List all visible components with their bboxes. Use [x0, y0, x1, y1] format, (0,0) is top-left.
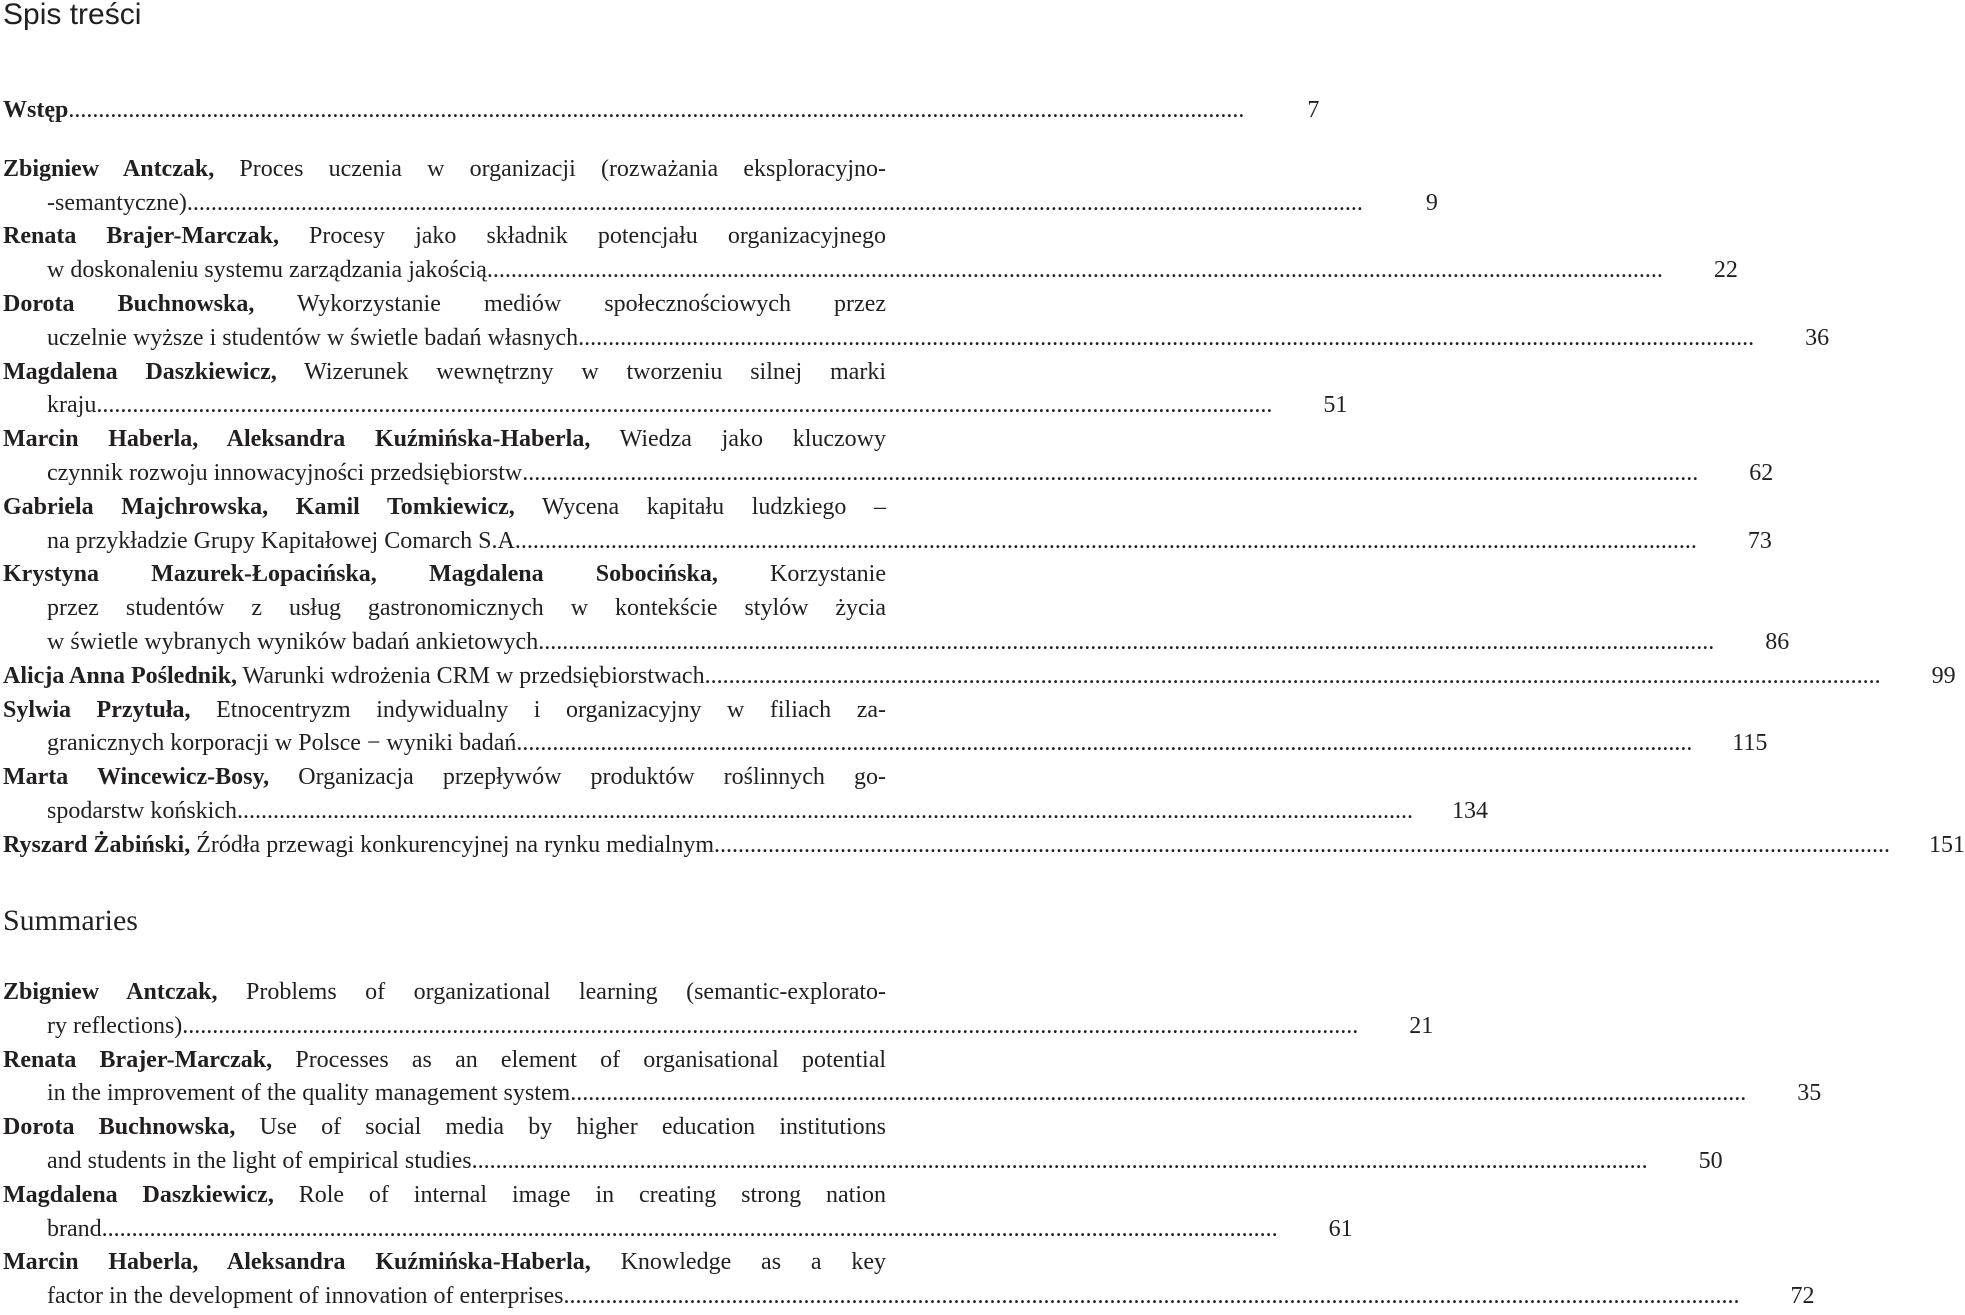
toc-entry-line — [3, 457, 1774, 491]
toc-leader-dots — [96, 389, 1272, 423]
toc-entry-title: factor in the development of innovation of enterprises — [47, 1283, 564, 1310]
toc-entry-page-wrap — [1740, 1280, 1815, 1314]
toc-entry-page-wrap — [1663, 254, 1738, 288]
toc-leader-dots — [187, 187, 1363, 221]
toc-entry-text — [47, 1213, 102, 1247]
toc-leader-dots — [705, 660, 1881, 694]
toc-leader-dots — [578, 322, 1754, 356]
toc-leader-dots — [237, 795, 1413, 829]
toc-entry-text — [47, 626, 538, 660]
toc-entry-line — [3, 1044, 886, 1078]
toc-entry-line — [3, 525, 1772, 559]
toc-entry-page-wrap — [1272, 389, 1347, 423]
toc-entry-page-number: 151 — [1929, 831, 1965, 858]
toc-entry-page-wrap — [1697, 525, 1772, 559]
toc-entry-page-number: 36 — [1805, 324, 1830, 351]
toc-entry-title: in the improvement of the quality management system — [47, 1080, 571, 1107]
toc-entry-text — [47, 389, 96, 423]
toc-entry-page-wrap — [1754, 322, 1829, 356]
toc-entry-page-wrap — [1890, 829, 1965, 863]
toc-entry-author: Alicja Anna Poślednik, — [3, 662, 238, 689]
toc-entry-page-number: 22 — [1713, 257, 1738, 284]
toc-entry-line — [3, 94, 1320, 128]
toc-entry — [3, 761, 1488, 829]
toc-entry-text — [47, 525, 521, 559]
toc-entry-line — [3, 727, 1768, 761]
toc-entry-line — [3, 1213, 1353, 1247]
toc-heading: Spis treści — [3, 0, 142, 31]
toc-leader-dots — [522, 457, 1698, 491]
toc-entry-line — [3, 423, 886, 457]
toc-entry-line — [3, 976, 886, 1010]
toc-entry-author: Krystyna Mazurek-Łopacińska, Magdalena Sobocińska, — [3, 561, 718, 588]
toc-entry-text — [47, 795, 237, 829]
toc-entry-page-wrap — [1648, 1145, 1723, 1179]
toc-entry-author: Marta Wincewicz-Bosy, — [3, 764, 270, 791]
toc-entry — [3, 829, 1965, 863]
toc-entry-page-number: 72 — [1790, 1283, 1815, 1310]
toc-entry-title: Etnocentryzm indywidualny i organizacyjny w filiach za- — [216, 696, 887, 723]
toc-entry-author: Marcin Haberla, Aleksandra Kuźmińska-Haberla, — [3, 1249, 591, 1276]
toc-entry-line — [3, 592, 886, 626]
toc-entry-page-wrap — [1244, 94, 1319, 128]
toc-entry-title: w doskonaleniu systemu zarządzania jakością — [47, 257, 487, 284]
toc-entry-text — [47, 1280, 564, 1314]
toc-entry-line — [3, 795, 1488, 829]
toc-entry-text — [47, 1010, 182, 1044]
toc-entry-author: Sylwia Przytuła, — [3, 696, 191, 723]
toc-entry — [3, 288, 1830, 356]
toc-entry-line — [3, 153, 886, 187]
toc-entry-author: Marcin Haberla, Aleksandra Kuźmińska-Haberla, — [3, 426, 591, 453]
toc-entry — [3, 1179, 1353, 1247]
toc-entry-title: na przykładzie Grupy Kapitałowej Comarch S.A. — [47, 527, 521, 554]
toc-entry-author: Ryszard Żabiński, — [3, 831, 191, 858]
toc-entry-line — [3, 626, 1790, 660]
toc-entry-line — [3, 558, 886, 592]
toc-entry-page-wrap — [1881, 660, 1956, 694]
toc-entry-title: Źródła przewagi konkurencyjnej na rynku medialnym — [196, 831, 715, 858]
toc-entry — [3, 491, 1772, 559]
toc-entry-author: Zbigniew Antczak, — [3, 155, 215, 182]
toc-entry-title: Problems of organizational learning (semantic-explorato- — [246, 979, 887, 1005]
toc-entry-line — [3, 660, 1956, 694]
toc-entry-line — [3, 1280, 1815, 1314]
toc-entry-line — [3, 322, 1830, 356]
toc-entry-line — [3, 1145, 1723, 1179]
toc-entry — [3, 694, 1768, 762]
toc-summaries-list — [3, 976, 1822, 1314]
toc-entry-page-number: 35 — [1797, 1080, 1822, 1107]
toc-entry-title: w świetle wybranych wyników badań ankietowych — [47, 628, 539, 655]
toc-entry — [3, 558, 1790, 659]
toc-entry-line — [3, 1246, 886, 1280]
toc-entry-author: Renata Brajer-Marczak, — [3, 223, 279, 250]
toc-contents-list — [3, 94, 1965, 863]
toc-entry-title: Wstęp — [3, 97, 69, 123]
toc-entry-line — [3, 694, 886, 728]
toc-entry-page-wrap — [1692, 727, 1767, 761]
toc-entry-title: Organizacja przepływów produktów roślinnych go- — [298, 764, 887, 791]
toc-entry-title: Procesy jako składnik potencjału organizacyjnego — [309, 223, 887, 250]
toc-leader-dots — [102, 1213, 1278, 1247]
toc-entry-title: kraju — [47, 392, 97, 419]
toc-entry-page-wrap — [1714, 626, 1789, 660]
summaries-heading: Summaries — [3, 904, 138, 937]
toc-leader-dots — [521, 525, 1697, 559]
toc-entry-title: brand — [47, 1215, 102, 1242]
toc-entry-line — [3, 187, 1438, 221]
toc-entry — [3, 1044, 1822, 1112]
toc-entry-title: uczelnie wyższe i studentów w świetle badań własnych — [47, 324, 579, 351]
toc-entry-title: Korzystanie — [770, 561, 886, 588]
toc-entry-title: Knowledge as a key — [620, 1249, 887, 1276]
toc-entry-page-number: 134 — [1451, 797, 1488, 824]
toc-entry-page-number: 50 — [1698, 1147, 1723, 1174]
toc-entry-title: granicznych korporacji w Polsce − wyniki badań — [47, 730, 517, 757]
toc-entry-page-number: 86 — [1765, 628, 1790, 655]
toc-entry-author: Magdalena Daszkiewicz, — [3, 358, 277, 385]
toc-entry-text — [47, 727, 516, 761]
toc-entry-title: Wykorzystanie mediów społecznościowych przez — [297, 290, 886, 317]
toc-entry-author: Dorota Buchnowska, — [3, 1114, 236, 1141]
toc-entry-title: Processes as an element of organisational potential — [295, 1046, 887, 1073]
toc-entry — [3, 94, 1320, 128]
toc-entry-line — [3, 288, 886, 322]
toc-entry-page-wrap — [1746, 1077, 1821, 1111]
toc-entry-text — [3, 829, 714, 863]
toc-entry-author: Zbigniew Antczak, — [3, 979, 218, 1005]
toc-entry-line — [3, 1111, 886, 1145]
toc-entry-page-wrap — [1698, 457, 1773, 491]
toc-entry — [3, 423, 1774, 491]
toc-entry-text — [47, 1145, 472, 1179]
toc-entry-author: Dorota Buchnowska, — [3, 290, 255, 317]
toc-entry-author: Magdalena Daszkiewicz, — [3, 1181, 274, 1208]
toc-leader-dots — [472, 1145, 1648, 1179]
toc-entry-text — [47, 254, 487, 288]
toc-entry-page-wrap — [1278, 1213, 1353, 1247]
toc-entry-title: Role of internal image in creating strong nation — [298, 1181, 887, 1208]
toc-leader-dots — [182, 1010, 1358, 1044]
toc-entry-title: Use of social media by higher education institutions — [259, 1114, 887, 1141]
toc-entry — [3, 1111, 1723, 1179]
toc-entry-page-number: 62 — [1749, 459, 1774, 486]
toc-leader-dots — [564, 1280, 1740, 1314]
toc-entry-line — [3, 829, 1965, 863]
toc-entry — [3, 1246, 1815, 1314]
toc-entry-text — [47, 322, 578, 356]
toc-entry-title: Proces uczenia w organizacji (rozważania eksploracyjno- — [239, 155, 886, 182]
toc-entry-page-number: 99 — [1931, 662, 1956, 689]
toc-leader-dots — [570, 1077, 1746, 1111]
toc-leader-dots — [68, 94, 1244, 128]
toc-entry — [3, 356, 1348, 424]
toc-entry-page-number: 9 — [1425, 189, 1438, 216]
toc-entry-line — [3, 761, 886, 795]
toc-entry — [3, 976, 1434, 1044]
toc-entry-title: Wiedza jako kluczowy — [619, 426, 886, 453]
toc-entry-title: czynnik rozwoju innowacyjności przedsiębiorstw — [47, 459, 523, 486]
toc-entry-line — [3, 356, 886, 390]
toc-entry-page-wrap — [1413, 795, 1488, 829]
toc-entry-text — [47, 1077, 570, 1111]
toc-entry-title: Wycena kapitału ludzkiego – — [541, 493, 886, 520]
toc-entry-title: Wizerunek wewnętrzny w tworzeniu silnej marki — [304, 358, 886, 385]
toc-entry-page-number: 115 — [1732, 730, 1768, 757]
toc-leader-dots — [714, 829, 1890, 863]
toc-entry-line — [3, 1179, 886, 1213]
toc-entry-text — [47, 187, 187, 221]
toc-entry-page-number: 51 — [1323, 392, 1348, 419]
toc-entry-line — [3, 1010, 1434, 1044]
toc-entry-title: przez studentów z usług gastronomicznych w kontekście stylów życia — [47, 595, 886, 622]
toc-leader-dots — [516, 727, 1692, 761]
toc-entry — [3, 153, 1438, 221]
toc-entry-page-wrap — [1363, 187, 1438, 221]
toc-entry-text — [47, 457, 522, 491]
toc-entry-line — [3, 254, 1738, 288]
toc-entry-text — [3, 660, 705, 694]
toc-entry-title: spodarstw końskich — [47, 797, 237, 824]
toc-entry-line — [3, 491, 886, 525]
toc-entry-line — [3, 1077, 1822, 1111]
toc-leader-dots — [487, 254, 1663, 288]
toc-entry — [3, 220, 1738, 288]
toc-entry-page-number: 21 — [1409, 1012, 1434, 1039]
toc-entry-page-number: 73 — [1747, 527, 1772, 554]
toc-entry-title: ry reflections) — [47, 1012, 183, 1039]
toc-entry — [3, 660, 1956, 694]
toc-entry-author: Renata Brajer-Marczak, — [3, 1046, 273, 1073]
toc-entry-title: Warunki wdrożenia CRM w przedsiębiorstwach — [242, 662, 705, 689]
toc-entry-page-number: 7 — [1307, 97, 1320, 123]
toc-entry-title: and students in the light of empirical studies — [47, 1147, 472, 1174]
toc-entry-line — [3, 389, 1348, 423]
toc-entry-page-number: 61 — [1328, 1215, 1353, 1242]
toc-leader-dots — [538, 626, 1714, 660]
toc-entry-line — [3, 220, 886, 254]
toc-entry-title: -semantyczne) — [47, 189, 187, 216]
toc-entry-author: Gabriela Majchrowska, Kamil Tomkiewicz, — [3, 493, 515, 520]
toc-entry-page-wrap — [1358, 1010, 1433, 1044]
